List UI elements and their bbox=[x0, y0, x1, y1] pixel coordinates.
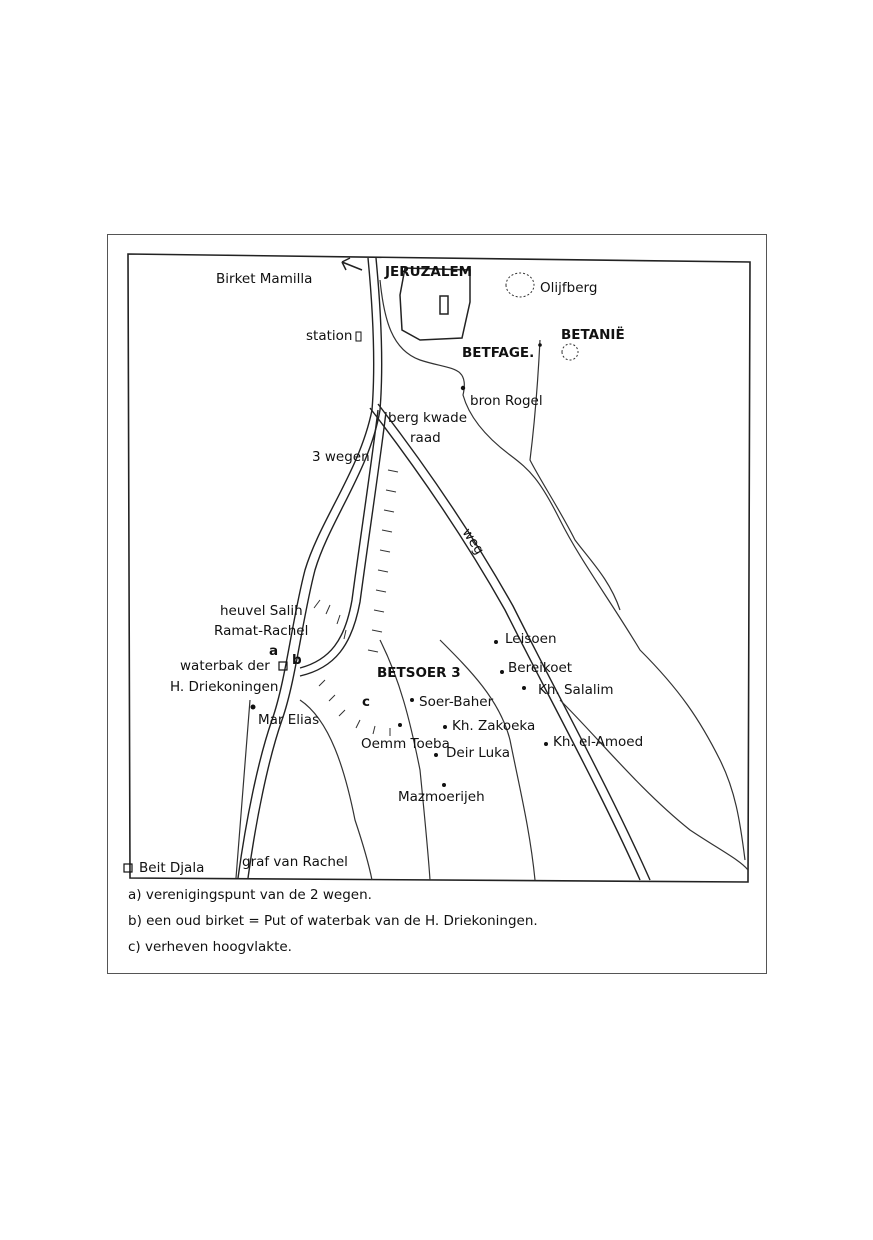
label-jeruzalem: JERUZALEM bbox=[385, 264, 473, 280]
label-mar-elias: Mar Elias bbox=[258, 712, 320, 728]
label-deir-luka: Deir Luka bbox=[446, 745, 510, 761]
label-birket-mamilla: Birket Mamilla bbox=[216, 271, 313, 287]
label-betfage: BETFAGE. bbox=[462, 345, 535, 361]
place-labels bbox=[139, 264, 643, 876]
label-weg: weg bbox=[458, 525, 488, 558]
label-mark-a: a bbox=[269, 643, 279, 659]
label-kh-el-amoed: Kh. el-Amoed bbox=[553, 734, 644, 750]
legend-item-b: b) een oud birket = Put of waterbak van de H. Driekoningen. bbox=[128, 913, 538, 929]
label-berg-kwade-line2: raad bbox=[410, 430, 441, 446]
label-beit-djala: Beit Djala bbox=[139, 860, 205, 876]
map-border bbox=[128, 254, 750, 882]
label-heuvel-salih: heuvel Salih bbox=[220, 603, 303, 619]
label-mark-b: b bbox=[292, 652, 302, 668]
legend-item-a: a) verenigingspunt van de 2 wegen. bbox=[128, 887, 372, 903]
label-bron-rogel: bron Rogel bbox=[470, 393, 543, 409]
label-ramat-rachel: Ramat-Rachel bbox=[214, 623, 309, 639]
label-oemm-toeba: Oemm Toeba bbox=[361, 736, 450, 752]
label-mark-c: c bbox=[362, 694, 371, 710]
label-betsoer: BETSOER 3 bbox=[377, 665, 461, 681]
label-waterbak-line2: H. Driekoningen bbox=[170, 679, 279, 695]
label-olijfberg: Olijfberg bbox=[540, 280, 598, 296]
label-berg-kwade-line1: berg kwade bbox=[388, 410, 468, 426]
label-waterbak-line1: waterbak der bbox=[180, 658, 270, 674]
label-3-wegen: 3 wegen bbox=[312, 449, 370, 465]
label-bereikoet: Bereikoet bbox=[508, 660, 573, 676]
label-station: station bbox=[306, 328, 353, 344]
label-kh-salalim: Kh. Salalim bbox=[538, 682, 614, 698]
label-leisoen: Leisoen bbox=[505, 631, 557, 647]
label-kh-zakoeka: Kh. Zakoeka bbox=[452, 718, 536, 734]
legend-item-c: c) verheven hoogvlakte. bbox=[128, 939, 292, 955]
label-graf-van-rachel: graf van Rachel bbox=[242, 854, 348, 870]
label-mazmoerijeh: Mazmoerijeh bbox=[398, 789, 485, 805]
label-betanie: BETANIË bbox=[561, 327, 625, 343]
label-soer-baher: Soer-Baher bbox=[419, 694, 494, 710]
